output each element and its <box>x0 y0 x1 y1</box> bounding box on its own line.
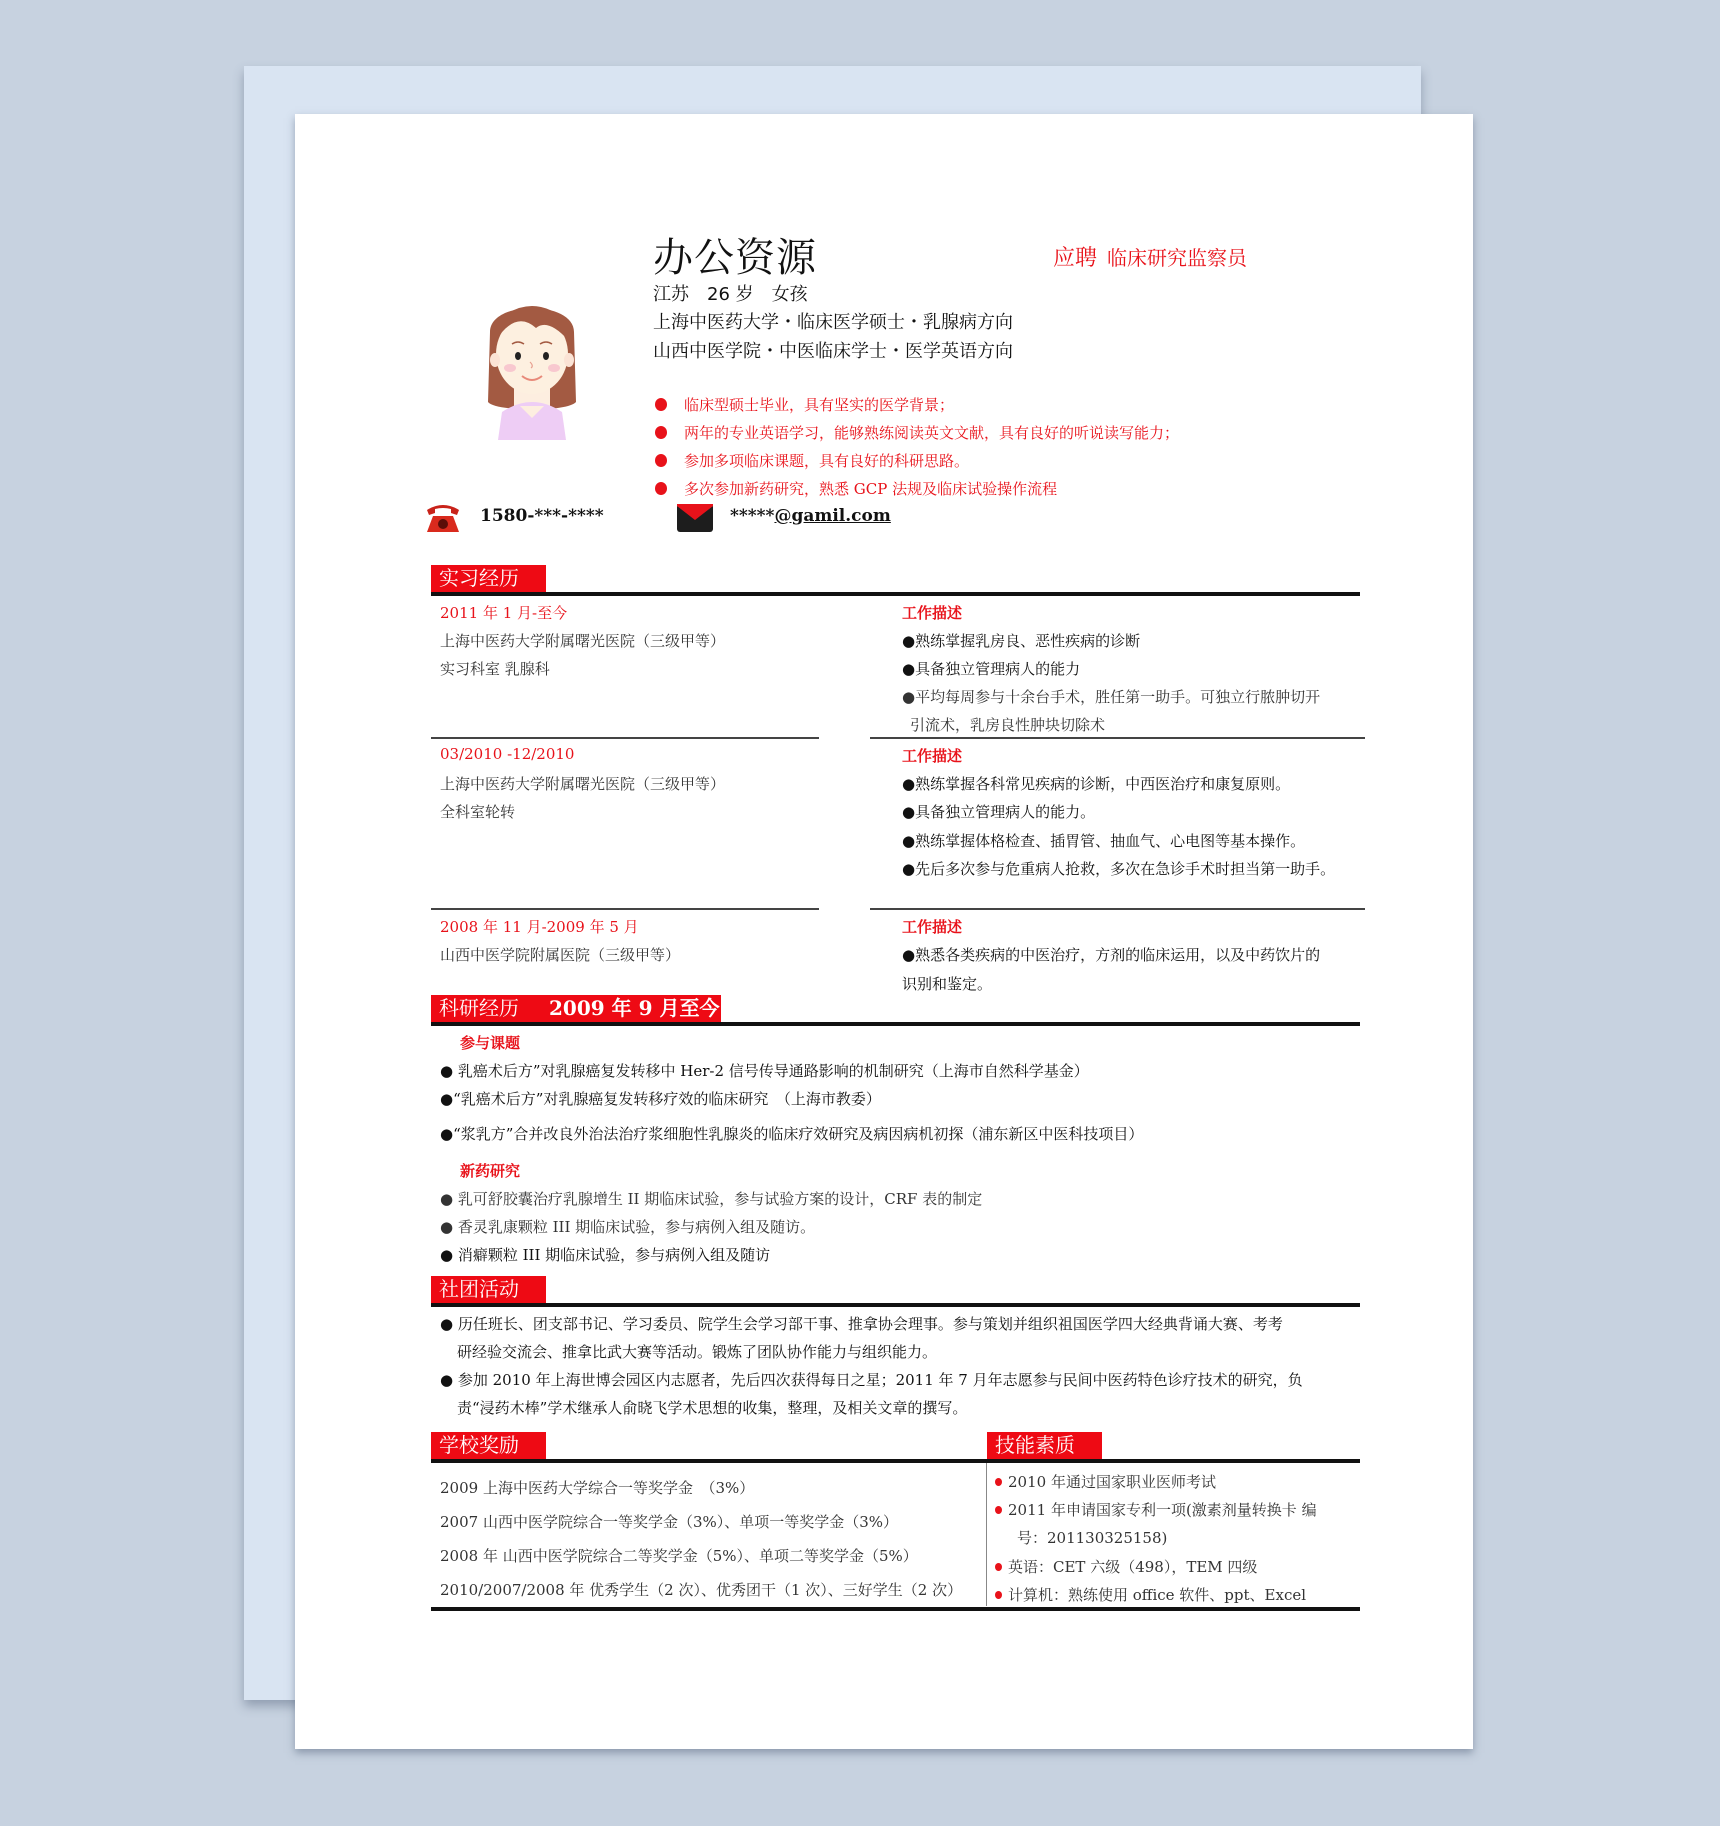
bottom-divider <box>431 1607 1360 1611</box>
entry-divider <box>431 908 819 910</box>
work-desc-title: 工作描述 <box>902 604 963 622</box>
basic-info: 江苏 26 岁 女孩 <box>653 284 808 305</box>
award-item: 2007 山西中医学院综合一等奖学金（3%）、单项一等奖学金（3%） <box>440 1513 899 1531</box>
highlight-item: 多次参加新药研究，熟悉 GCP 法规及临床试验操作流程 <box>655 478 1057 499</box>
activity-line: ● 历任班长、团支部书记、学习委员、院学生会学习部干事、推拿协会理事。参与策划并组织祖国医学四大经典背诵大赛、考考 <box>440 1315 1283 1333</box>
subsection-title-projects: 参与课题 <box>460 1034 521 1052</box>
research-period: 2009 年 9 月至今 <box>549 996 720 1020</box>
work-desc-item: ●熟练掌握体格检查、插胃管、抽血气、心电图等基本操作。 <box>902 832 1306 850</box>
work-desc-item: ●熟悉各类疾病的中医治疗，方剂的临床运用，以及中药饮片的 <box>902 946 1321 964</box>
bullet-icon <box>655 398 667 411</box>
job-application <box>1053 241 1247 272</box>
entry-divider <box>870 737 1365 739</box>
section-title-activities: 社团活动 <box>431 1276 546 1303</box>
section-divider <box>431 1303 1360 1307</box>
email-address[interactable]: *****@gamil.com <box>730 506 891 526</box>
bullet-icon <box>995 1506 1002 1514</box>
bullet-icon <box>655 426 667 439</box>
education-bachelor: 山西中医学院・中医临床学士・医学英语方向 <box>653 341 1013 362</box>
work-desc-title: 工作描述 <box>902 747 963 765</box>
work-desc-item: ●具备独立管理病人的能力。 <box>902 803 1096 821</box>
bullet-icon <box>655 482 667 495</box>
entry-hospital: 上海中医药大学附属曙光医院（三级甲等） <box>440 632 726 650</box>
section-title-internship: 实习经历 <box>431 565 546 592</box>
bullet-icon <box>995 1591 1002 1599</box>
girl-avatar-icon <box>476 292 588 440</box>
entry-date: 2008 年 11 月-2009 年 5 月 <box>440 918 639 936</box>
section-divider <box>431 592 1360 596</box>
envelope-icon <box>677 504 713 532</box>
work-desc-item: ●熟练掌握各科常见疾病的诊断，中西医治疗和康复原则。 <box>902 775 1291 793</box>
entry-divider <box>870 908 1365 910</box>
subsection-title-new-drugs: 新药研究 <box>460 1162 521 1180</box>
skill-item-continuation: 号：201130325158) <box>1017 1529 1168 1547</box>
award-item: 2009 上海中医药大学综合一等奖学金 （3%） <box>440 1479 755 1497</box>
project-item: ●“乳癌术后方”对乳腺癌复发转移疗效的临床研究 （上海市教委） <box>440 1090 881 1108</box>
section-divider <box>431 1022 1360 1026</box>
entry-divider <box>431 737 819 739</box>
entry-department: 全科室轮转 <box>440 803 516 821</box>
activity-line: 研经验交流会、推拿比武大赛等活动。锻炼了团队协作能力与组织能力。 <box>457 1343 938 1361</box>
skill-item: 计算机：熟练使用 office 软件、ppt、Excel <box>995 1584 1306 1605</box>
award-item: 2010/2007/2008 年 优秀学生（2 次）、优秀团干（1 次）、三好学生（2 次） <box>440 1581 963 1599</box>
skill-item: 2011 年申请国家专利一项(激素剂量转换卡 编 <box>995 1499 1317 1520</box>
entry-date: 2011 年 1 月-至今 <box>440 604 568 622</box>
entry-department: 实习科室 乳腺科 <box>440 660 550 678</box>
phone-number: 1580-***-**** <box>480 506 604 526</box>
entry-date: 03/2010 -12/2010 <box>440 745 575 763</box>
drug-trial-item: ● 乳可舒胶囊治疗乳腺增生 II 期临床试验，参与试验方案的设计，CRF 表的制定 <box>440 1190 983 1208</box>
work-desc-item: ●具备独立管理病人的能力 <box>902 660 1081 678</box>
highlight-item: 参加多项临床课题，具有良好的科研思路。 <box>655 450 969 471</box>
entry-hospital: 山西中医学院附属医院（三级甲等） <box>440 946 681 964</box>
highlight-item: 临床型硕士毕业，具有坚实的医学背景； <box>655 394 954 415</box>
section-divider <box>431 1459 1360 1463</box>
phone-icon <box>425 502 461 534</box>
bullet-icon <box>995 1563 1002 1571</box>
drug-trial-item: ● 消癖颗粒 III 期临床试验，参与病例入组及随访 <box>440 1246 771 1264</box>
apply-position: 临床研究监察员 <box>1107 246 1248 270</box>
entry-hospital: 上海中医药大学附属曙光医院（三级甲等） <box>440 775 726 793</box>
project-item: ●“浆乳方”合并改良外治法治疗浆细胞性乳腺炎的临床疗效研究及病因病机初探（浦东新区中医科技项目） <box>440 1125 1144 1143</box>
column-divider <box>986 1463 987 1606</box>
drug-trial-item: ● 香灵乳康颗粒 III 期临床试验，参与病例入组及随访。 <box>440 1218 816 1236</box>
work-desc-item: ●平均每周参与十余台手术，胜任第一助手。可独立行脓肿切开 <box>902 688 1321 706</box>
skill-item: 英语：CET 六级（498），TEM 四级 <box>995 1556 1257 1577</box>
activity-line: 责“浸药木棒”学术继承人俞晓飞学术思想的收集，整理，及相关文章的撰写。 <box>457 1399 968 1417</box>
candidate-name: 办公资源 <box>653 235 817 281</box>
resume-page <box>295 114 1473 1749</box>
section-title-skills: 技能素质 <box>987 1432 1102 1459</box>
work-desc-item: 引流术，乳房良性肿块切除术 <box>910 716 1106 734</box>
apply-label: 应聘 <box>1053 246 1098 271</box>
section-title-awards: 学校奖励 <box>431 1432 546 1459</box>
project-item: ● 乳癌术后方”对乳腺癌复发转移中 Her-2 信号传导通路影响的机制研究（上海市自然科学基金） <box>440 1062 1089 1080</box>
work-desc-item: 识别和鉴定。 <box>902 975 993 993</box>
section-title-research: 科研经历 2009 年 9 月至今 <box>431 995 721 1022</box>
bullet-icon <box>655 454 667 467</box>
work-desc-title: 工作描述 <box>902 918 963 936</box>
work-desc-item: ●先后多次参与危重病人抢救，多次在急诊手术时担当第一助手。 <box>902 860 1336 878</box>
activity-line: ● 参加 2010 年上海世博会园区内志愿者，先后四次获得每日之星；2011 年 7 月年志愿参与民间中医药特色诊疗技术的研究，负 <box>440 1371 1303 1389</box>
skill-item: 2010 年通过国家职业医师考试 <box>995 1471 1216 1492</box>
award-item: 2008 年 山西中医学院综合二等奖学金（5%）、单项二等奖学金（5%） <box>440 1547 918 1565</box>
bullet-icon <box>995 1478 1002 1486</box>
highlight-item: 两年的专业英语学习，能够熟练阅读英文文献，具有良好的听说读写能力； <box>655 422 1179 443</box>
work-desc-item: ●熟练掌握乳房良、恶性疾病的诊断 <box>902 632 1141 650</box>
education-master: 上海中医药大学・临床医学硕士・乳腺病方向 <box>653 312 1013 333</box>
